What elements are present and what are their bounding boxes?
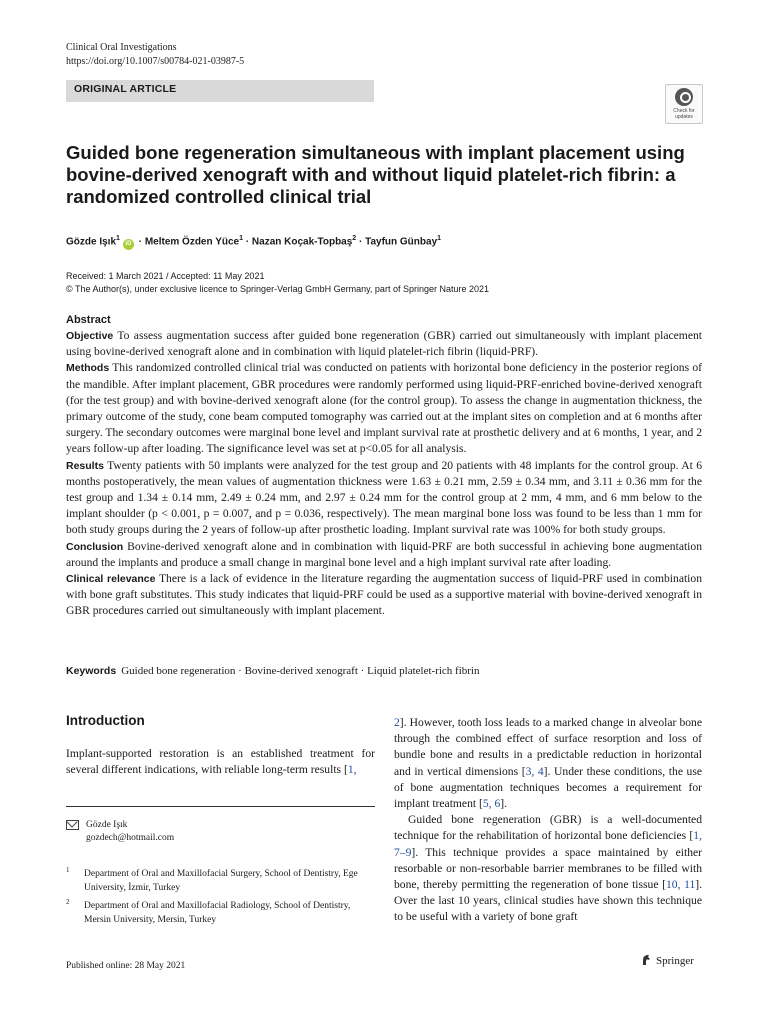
abstract-conclusion xyxy=(66,539,702,571)
author-name[interactable]: Tayfun Günbay xyxy=(365,236,438,248)
citation-link[interactable]: 5, 6 xyxy=(482,797,501,811)
results-text: Twenty patients with 50 implants were analyzed for the test group and 20 patients with 48 implants for the control group. At 6 months postoperatively, the mean values of augmentation thickness were 1.63 ± 0.21 mm, 2.59 ± 0.34 mm, and 3.11 ± 0.36 mm for the test group and 1.34 ± 0.14 mm, 2.49 ± 0.24 mm, and 2.97 ± 0.24 mm for the control group at 2 mm, 4 mm, and 6 mm below to the implant shoulder (p < 0.001, p = 0.007, and p = 0.036, respectively). The mean marginal bone loss was found to be less than 1 mm for both study groups during the 2 years of follow-up after prosthetic loading. Implant survival rate was 100% for both study groups. xyxy=(66,458,702,537)
author-separator: · xyxy=(356,236,366,248)
corresponding-email[interactable]: gozdech@hotmail.com xyxy=(86,833,175,843)
author-affiliation-mark: 1 xyxy=(116,235,120,242)
abstract-relevance xyxy=(66,571,702,620)
citation-link[interactable]: 2 xyxy=(394,716,400,729)
citation-link[interactable]: 1, xyxy=(347,763,357,777)
orcid-icon[interactable]: iD xyxy=(123,239,134,250)
intro-text: ]. Over the last 10 years, clinical studies have shown this technique to be useful with a variety of bone graft xyxy=(394,878,703,924)
author-name[interactable]: Gözde Işık xyxy=(66,236,117,248)
author-separator: · xyxy=(243,236,252,248)
check-for-updates-label: Check for updates xyxy=(673,108,695,120)
author-list xyxy=(66,231,441,250)
publisher-name: Springer xyxy=(656,955,694,967)
intro-text: ]. Under these conditions, the use of bone augmentation techniques becomes a requirement for implant treatment [ xyxy=(394,764,703,811)
methods-label: Methods xyxy=(66,362,110,375)
author-separator: · xyxy=(135,236,145,248)
check-for-updates-icon xyxy=(675,88,693,106)
doi-link[interactable]: https://doi.org/10.1007/s00784-021-03987-5 xyxy=(66,56,245,67)
keywords-text: Guided bone regeneration · Bovine-derived xenograft · Liquid platelet-rich fibrin xyxy=(121,665,480,677)
abstract-objective xyxy=(66,328,702,360)
journal-name: Clinical Oral Investigations xyxy=(66,42,177,53)
author-affiliation-mark: 1 xyxy=(437,235,442,242)
affiliation-1: Department of Oral and Maxillofacial Surgery, School of Dentistry, Ege University, İzmir, Turkey xyxy=(84,869,358,893)
methods-text: This randomized controlled clinical trial was conducted on patients with horizontal bone deficiency in the posterior regions of the mandible. After implant placement, GBR procedures were randomly performed using liquid-PRF-enriched bovine-derived xenograft (for the test group) and with bovine-derived xenograft alone (for the control group). To assess the change in augmentation thickness, the primary outcome of the study, cone beam computed tomography was carried out at the implant sites on completion and at 6 months after surgery. The secondary outcomes were marginal bone level and implant survival rate at prosthetic delivery and at 6 months, 1 year, and 2 years follow-up after loading. The significance level was set at p<0.05 for all analysis. xyxy=(66,361,702,456)
intro-text: ]. xyxy=(500,797,508,811)
author-name[interactable]: Meltem Özden Yüce xyxy=(144,236,240,248)
intro-text: ]. However, tooth loss leads to a marked change in alveolar bone through the combined effect of surface resorption and loss of bundle bone and results in a predictable reduction in horizontal and in vertical dimensions [ xyxy=(394,716,702,778)
intro-paragraph-text: Implant-supported restoration is an established treatment for several different indications, with reliable long-term results [ xyxy=(66,747,375,777)
author-affiliation-mark: 1 xyxy=(239,235,244,242)
affiliation-number: 2 xyxy=(66,898,70,906)
intro-paragraph xyxy=(394,812,702,925)
footnote-divider xyxy=(66,806,375,807)
citation-link[interactable]: 1, 7–9 xyxy=(394,829,702,859)
affiliation-2: Department of Oral and Maxillofacial Radiology, School of Dentistry, Mersin University, Mersin, Turkey xyxy=(84,901,351,925)
abstract-body xyxy=(66,328,702,620)
check-for-updates-badge[interactable] xyxy=(665,84,703,124)
publisher-logo xyxy=(640,954,694,968)
abstract-heading: Abstract xyxy=(66,314,111,326)
conclusion-label: Conclusion xyxy=(66,540,124,553)
abstract-methods xyxy=(66,360,702,457)
objective-text: To assess augmentation success after guided bone regeneration (GBR) carried out simultaneously with implant placement using bovine-derived xenograft alone and in combination with liquid platelet-rich fibrin (liquid-PRF). xyxy=(66,329,702,359)
corresponding-author: Gözde Işık xyxy=(86,820,128,830)
intro-paragraph xyxy=(394,715,702,812)
results-label: Results xyxy=(66,459,104,472)
author-affiliation-mark: 2 xyxy=(352,235,357,242)
article-type: ORIGINAL ARTICLE xyxy=(74,83,177,95)
relevance-label: Clinical relevance xyxy=(66,573,156,586)
springer-horse-icon xyxy=(640,954,652,966)
citation-link[interactable]: 10, 11 xyxy=(665,878,696,892)
introduction-left-column xyxy=(66,746,375,778)
copyright-notice: © The Author(s), under exclusive licence to Springer-Verlag GmbH Germany, part of Springer Nature 2021 xyxy=(66,284,489,294)
citation-link[interactable]: 3, 4 xyxy=(525,764,544,778)
keywords xyxy=(66,664,479,679)
published-date: Published online: 28 May 2021 xyxy=(66,961,186,971)
abstract-results xyxy=(66,458,702,539)
article-title: Guided bone regeneration simultaneous with implant placement using bovine-derived xenograft with and without liquid platelet-rich fibrin: a randomized controlled clinical trial xyxy=(66,142,685,207)
intro-text: ]. This technique provides a space maintained by either resorbable or non-resorbable barrier membranes to be filled with bone, thereby permitting the regeneration of bone tissue [ xyxy=(394,845,702,892)
envelope-icon xyxy=(66,820,79,830)
conclusion-text: Bovine-derived xenograft alone and in combination with liquid-PRF are both successful in achieving bone augmentation around the implants and produce a small change in marginal bone level and a high implant survival rate after loading. xyxy=(66,539,702,569)
objective-label: Objective xyxy=(66,330,114,342)
intro-text: Guided bone regeneration (GBR) is a well-documented technique for the rehabilitation of horizontal bone deficiencies [ xyxy=(394,813,702,843)
introduction-heading: Introduction xyxy=(66,713,145,728)
affiliation-number: 1 xyxy=(66,866,70,874)
introduction-right-column xyxy=(394,715,702,926)
relevance-text: There is a lack of evidence in the literature regarding the augmentation success of liquid-PRF used in combination with bone graft substitutes. This study indicates that liquid-PRF could be used as a supportive material with bovine-derived xenograft in GBR procedures carried out simultaneously with implant placement. xyxy=(66,572,702,618)
author-name[interactable]: Nazan Koçak-Topbaş xyxy=(251,236,353,248)
keywords-label: Keywords xyxy=(66,665,117,677)
article-dates: Received: 1 March 2021 / Accepted: 11 May 2021 xyxy=(66,271,265,281)
